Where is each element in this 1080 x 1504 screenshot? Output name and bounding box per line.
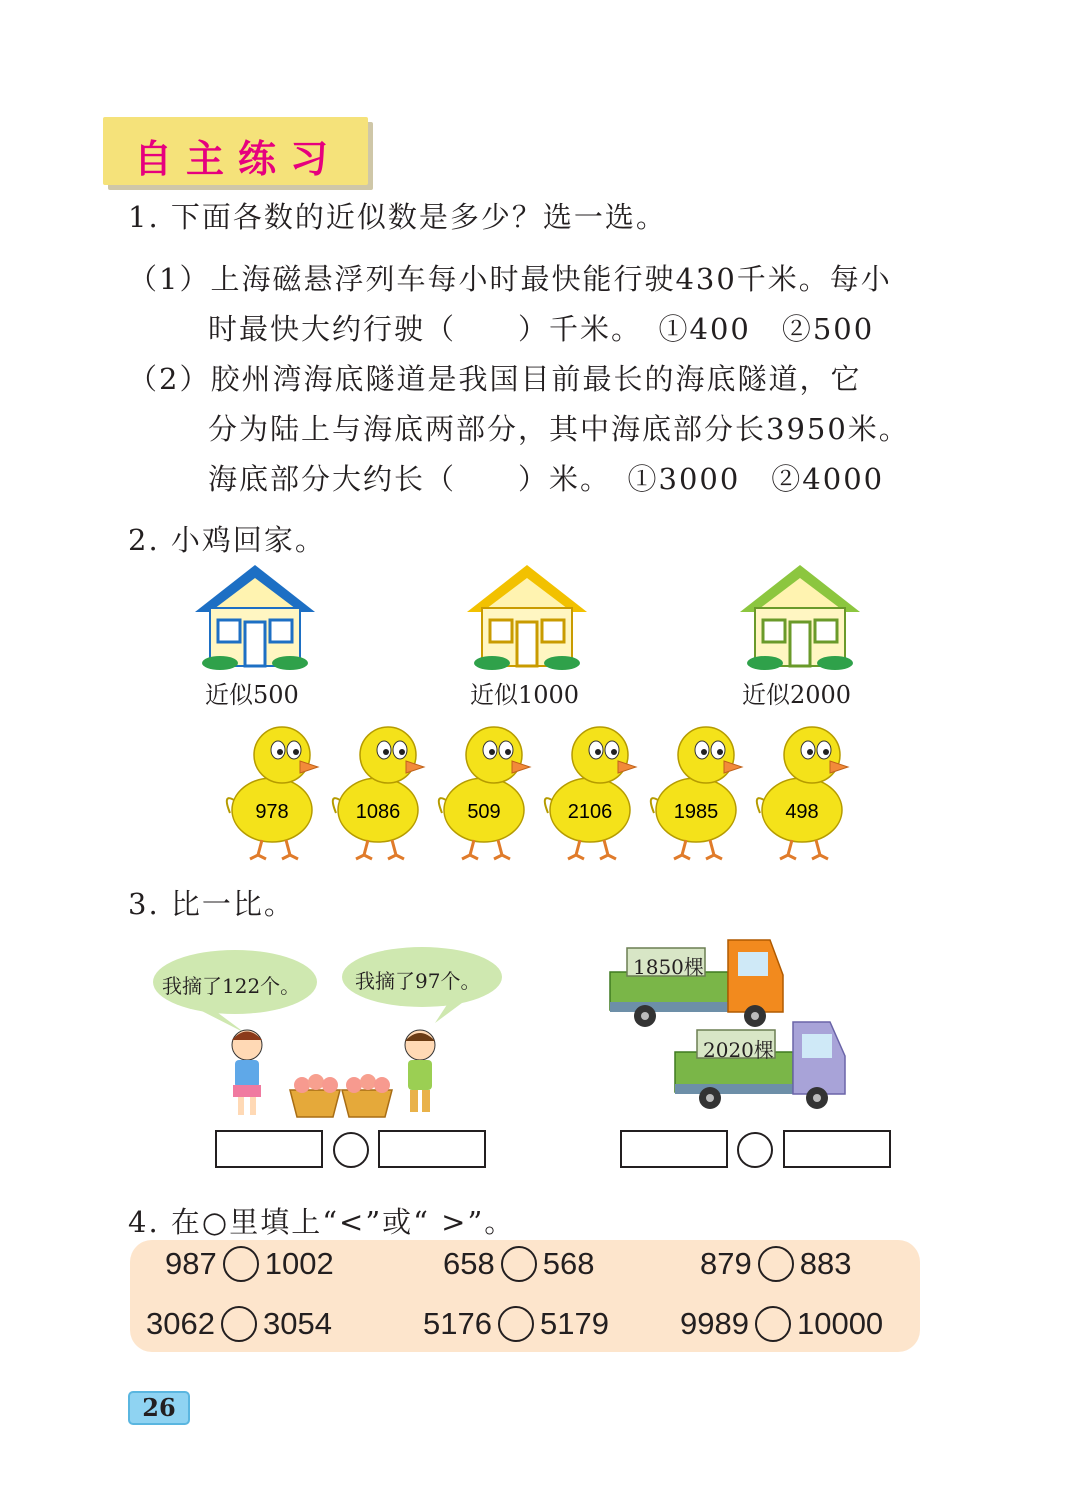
compare-right-number: 5179 xyxy=(539,1306,609,1341)
q2-title: 2. 小鸡回家。 xyxy=(128,523,326,557)
compare-item xyxy=(165,1246,334,1282)
compare-left-number: 3062 xyxy=(146,1306,215,1341)
compare-circle[interactable] xyxy=(758,1246,794,1282)
chicks-row xyxy=(220,715,860,865)
section-title: 自主练习 xyxy=(134,136,343,181)
compare-item xyxy=(423,1306,609,1342)
q1-part2-line3: 海底部分大约长（ ）米。 ①3000 ②4000 xyxy=(208,462,885,496)
compare-right-number: 1002 xyxy=(264,1246,334,1281)
compare-left-number: 987 xyxy=(165,1246,217,1281)
compare-circle-right[interactable] xyxy=(737,1132,773,1168)
boy-speech: 我摘了97个。 xyxy=(355,969,481,993)
chick-number: 1086 xyxy=(355,801,401,823)
compare-left-number: 658 xyxy=(443,1246,495,1281)
chick-number: 2106 xyxy=(567,801,613,823)
house-label-1000: 近似1000 xyxy=(470,681,580,709)
answer-box-right-2[interactable] xyxy=(783,1130,891,1168)
compare-left-number: 879 xyxy=(700,1246,752,1281)
compare-right-number: 883 xyxy=(799,1246,852,1281)
q1-title: 1. 下面各数的近似数是多少？选一选。 xyxy=(128,200,667,234)
compare-circle[interactable] xyxy=(755,1306,791,1342)
q3-title: 3. 比一比。 xyxy=(128,887,295,921)
chick-number: 1985 xyxy=(673,801,719,823)
truck2-sign: 2020棵 xyxy=(703,1038,774,1062)
compare-right-number: 3054 xyxy=(262,1306,332,1341)
compare-circle[interactable] xyxy=(221,1306,257,1342)
compare-item xyxy=(700,1246,851,1282)
compare-item xyxy=(146,1306,332,1342)
chick[interactable] xyxy=(545,727,636,859)
compare-circle-left[interactable] xyxy=(333,1132,369,1168)
q1-part1-line2: 时最快大约行驶（ ）千米。 ①400 ②500 xyxy=(208,312,875,346)
house-label-500: 近似500 xyxy=(205,681,299,709)
chick[interactable] xyxy=(227,727,318,859)
truck1-sign: 1850棵 xyxy=(633,955,704,979)
compare-right-number: 568 xyxy=(542,1246,595,1281)
q1-part2-line2: 分为陆上与海底两部分，其中海底部分长3950米。 xyxy=(208,412,910,446)
compare-item xyxy=(443,1246,594,1282)
compare-left-number: 5176 xyxy=(423,1306,492,1341)
answer-box-left-1[interactable] xyxy=(215,1130,323,1168)
answer-box-left-2[interactable] xyxy=(378,1130,486,1168)
q1-part2-line1: （2）胶州湾海底隧道是我国目前最长的海底隧道，它 xyxy=(128,362,862,396)
compare-circle[interactable] xyxy=(498,1306,534,1342)
house-green xyxy=(735,560,865,672)
chick[interactable] xyxy=(439,727,530,859)
answer-box-right-1[interactable] xyxy=(620,1130,728,1168)
house-blue xyxy=(190,560,320,672)
chick-number: 978 xyxy=(255,801,289,823)
compare-item xyxy=(680,1306,883,1342)
chick[interactable] xyxy=(333,727,424,859)
page-number: 26 xyxy=(128,1391,190,1425)
compare-circle[interactable] xyxy=(501,1246,537,1282)
girl-speech: 我摘了122个。 xyxy=(162,974,301,998)
house-label-2000: 近似2000 xyxy=(742,681,852,709)
q1-part1-line1: （1）上海磁悬浮列车每小时最快能行驶430千米。每小 xyxy=(128,262,892,296)
compare-left-number: 9989 xyxy=(680,1306,749,1341)
chick[interactable] xyxy=(651,727,742,859)
chick-number: 498 xyxy=(785,801,819,823)
chick-number: 509 xyxy=(467,801,501,823)
chick[interactable] xyxy=(757,727,848,859)
compare-right-number: 10000 xyxy=(796,1306,884,1341)
q4-title: 4. 在○里填上“<”或“ >”。 xyxy=(128,1205,516,1239)
house-yellow xyxy=(462,560,592,672)
compare-circle[interactable] xyxy=(223,1246,259,1282)
